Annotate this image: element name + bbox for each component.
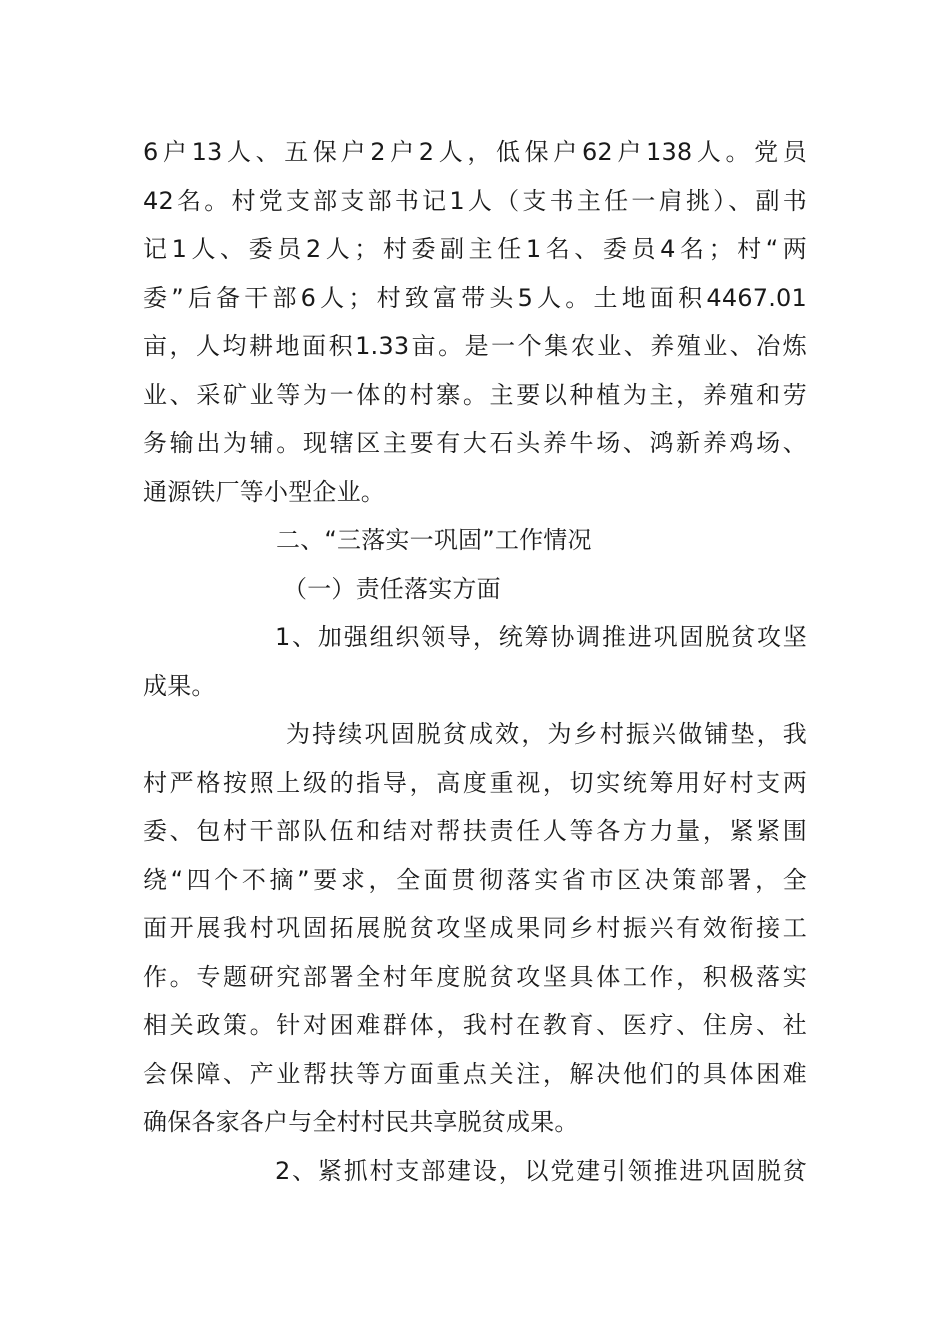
text-line: 2、紧抓村支部建设，以党建引领推进巩固脱贫 <box>275 1156 807 1185</box>
item-2-title <box>143 1147 807 1196</box>
text-line: 通源铁厂等小型企业。 <box>143 477 385 506</box>
section-heading-block <box>143 516 807 565</box>
text-line: 委、包村干部队伍和结对帮扶责任人等各方力量，紧紧围 <box>143 817 807 845</box>
text-line: 相关政策。针对困难群体，我村在教育、医疗、住房、社 <box>143 1011 807 1039</box>
text-line: 业、采矿业等为一体的村寨。主要以种植为主，养殖和劳 <box>143 380 807 409</box>
item-1-body <box>143 710 807 1147</box>
text-line: 1、加强组织领导，统筹协调推进巩固脱贫攻坚 <box>275 623 807 651</box>
text-line: 42名。村党支部支部书记1人（支书主任一肩挑）、副书 <box>143 186 807 215</box>
text-line: 为持续巩固脱贫成效，为乡村振兴做铺垫，我 <box>286 720 807 748</box>
text-line: 成果。 <box>143 671 216 700</box>
text-line: 6户13人、五保户2户2人，低保户62户138人。党员 <box>143 138 807 166</box>
document-page <box>143 128 807 1195</box>
text-line: 确保各家各户与全村村民共享脱贫成果。 <box>143 1108 579 1136</box>
text-line: 村严格按照上级的指导，高度重视，切实统筹用好村支两 <box>143 768 807 797</box>
text-line: 会保障、产业帮扶等方面重点关注，解决他们的具体困难 <box>143 1059 807 1088</box>
text-line: 作。专题研究部署全村年度脱贫攻坚具体工作，积极落实 <box>143 962 807 991</box>
text-line: 记1人、委员2人；村委副主任1名、委员4名；村“两 <box>143 235 807 263</box>
text-line: 务输出为辅。现辖区主要有大石头养牛场、鸿新养鸡场、 <box>143 429 807 457</box>
text-line: 亩，人均耕地面积1.33亩。是一个集农业、养殖业、冶炼 <box>143 332 807 360</box>
text-line: 绕“四个不摘”要求，全面贯彻落实省市区决策部署，全 <box>143 865 807 894</box>
text-line: 委”后备干部6人；村致富带头5人。土地面积4467.01 <box>143 283 807 312</box>
intro-paragraph <box>143 128 807 516</box>
text-line: 面开展我村巩固拓展脱贫攻坚成果同乡村振兴有效衔接工 <box>143 914 807 942</box>
subsection-heading-block <box>143 565 807 614</box>
section-heading: 二、“三落实一巩固”工作情况 <box>276 526 592 554</box>
subsection-heading: （一）责任落实方面 <box>283 574 501 603</box>
item-1-title <box>143 613 807 710</box>
